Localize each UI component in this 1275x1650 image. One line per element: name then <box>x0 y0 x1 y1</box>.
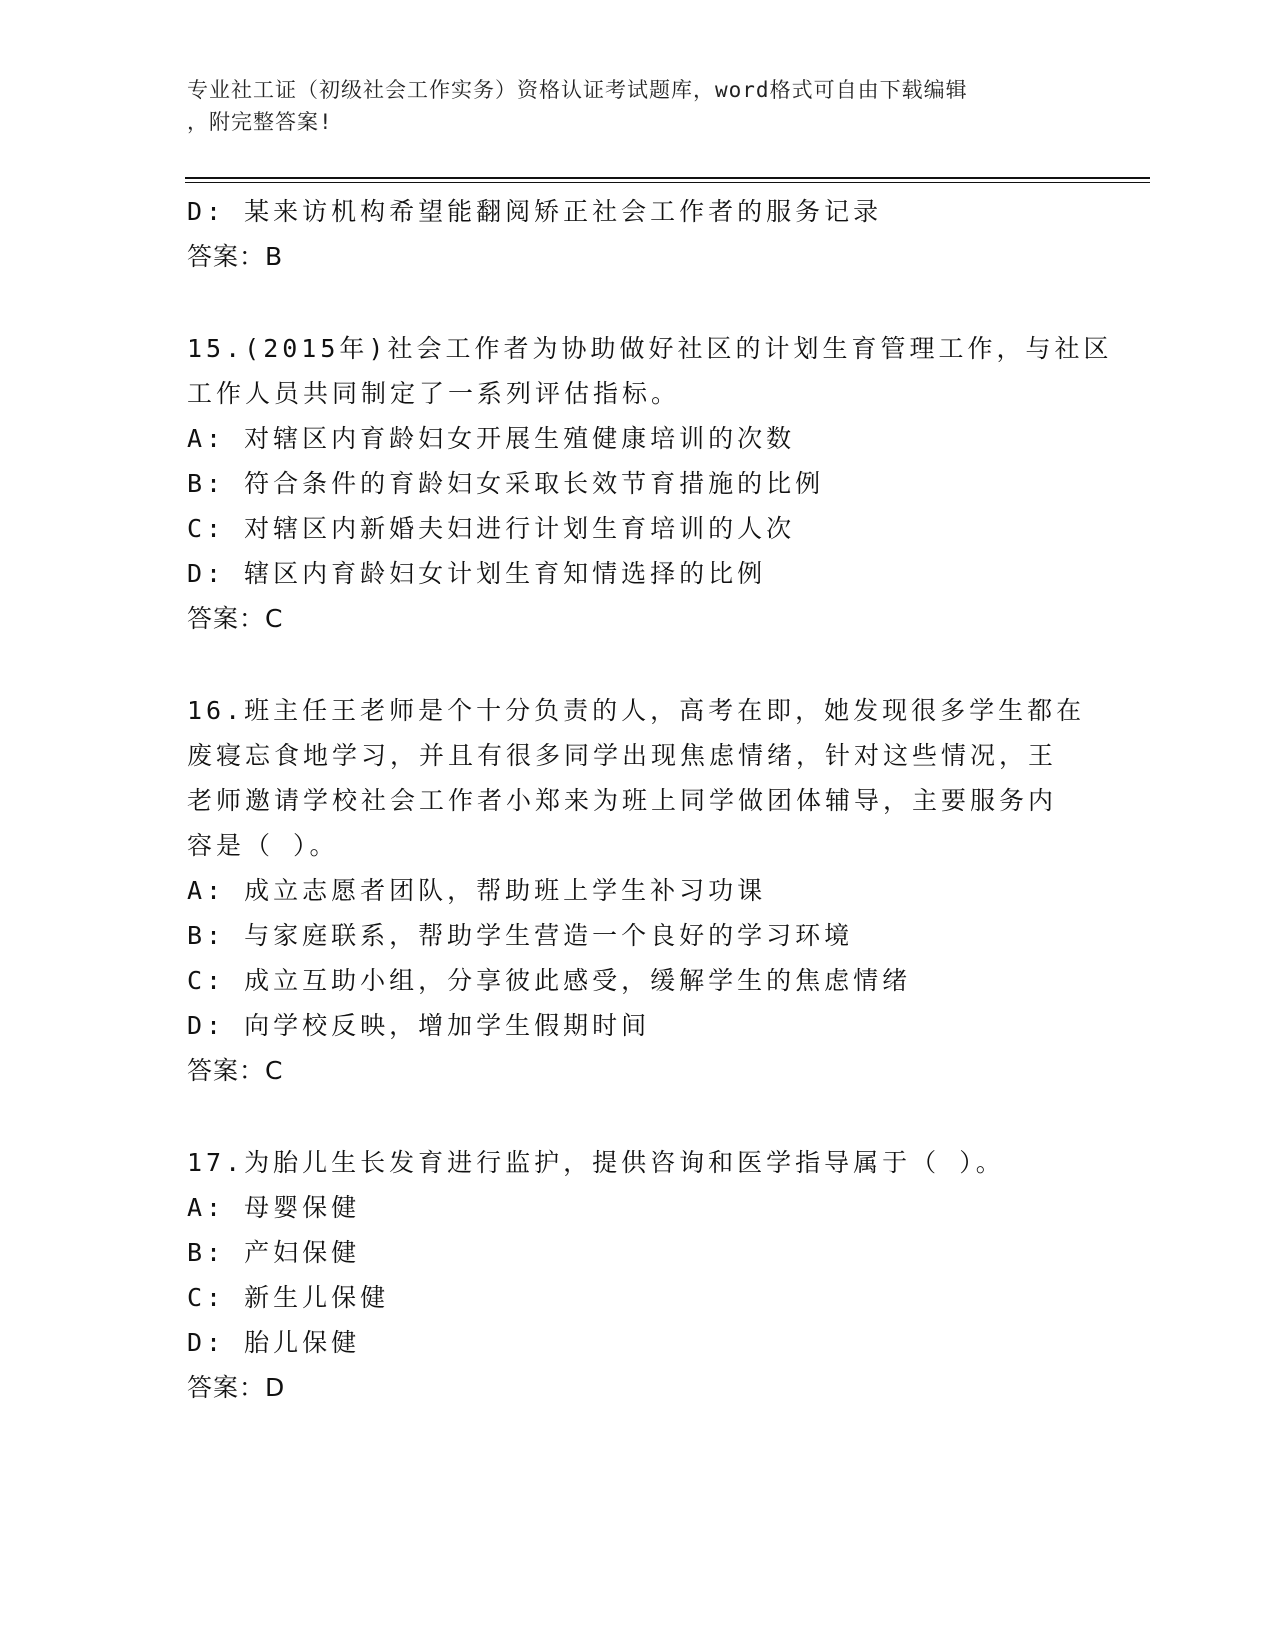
option-a: A: 母婴保健 <box>187 1193 361 1222</box>
question-16 <box>187 688 1087 1093</box>
header-title-line-2: ，附完整答案! <box>187 110 333 134</box>
question-spacer <box>187 279 1087 326</box>
question-15 <box>187 326 1113 641</box>
answer-line: 答案：C <box>187 1056 284 1085</box>
answer-line: 答案：B <box>187 242 284 271</box>
question-stem-line: 容是（ ）。 <box>187 831 339 860</box>
option-a: A: 对辖区内育龄妇女开展生殖健康培训的次数 <box>187 424 796 453</box>
option-c: C: 成立互助小组，分享彼此感受，缓解学生的焦虑情绪 <box>187 966 912 995</box>
option-a: A: 成立志愿者团队，帮助班上学生补习功课 <box>187 876 767 905</box>
page-header <box>187 74 1067 138</box>
answer-line: 答案：D <box>187 1373 286 1402</box>
header-divider-thick <box>185 177 1150 179</box>
option-b: B: 产妇保健 <box>187 1238 361 1267</box>
option-d: D: 向学校反映，增加学生假期时间 <box>187 1011 651 1040</box>
question-17 <box>187 1140 1087 1410</box>
option-b: B: 符合条件的育龄妇女采取长效节育措施的比例 <box>187 469 825 498</box>
option-d: D: 某来访机构希望能翻阅矫正社会工作者的服务记录 <box>187 197 883 226</box>
option-b: B: 与家庭联系，帮助学生营造一个良好的学习环境 <box>187 921 854 950</box>
previous-question-tail <box>187 189 1087 279</box>
option-d: D: 胎儿保健 <box>187 1328 361 1357</box>
question-spacer <box>187 1093 1087 1140</box>
option-c: C: 新生儿保健 <box>187 1283 390 1312</box>
question-stem-line: 老师邀请学校社会工作者小郑来为班上同学做团体辅导，主要服务内 <box>187 786 1058 815</box>
question-spacer <box>187 641 1087 688</box>
question-stem-line: 16.班主任王老师是个十分负责的人，高考在即，她发现很多学生都在 <box>187 696 1086 725</box>
question-stem-line: 15.(2015年)社会工作者为协助做好社区的计划生育管理工作，与社区 <box>187 334 1113 363</box>
question-stem-line: 工作人员共同制定了一系列评估指标。 <box>187 379 681 408</box>
option-c: C: 对辖区内新婚夫妇进行计划生育培训的人次 <box>187 514 796 543</box>
header-divider-thin <box>185 182 1150 183</box>
question-stem-line: 17.为胎儿生长发育进行监护，提供咨询和医学指导属于（ ）。 <box>187 1148 1005 1177</box>
answer-line: 答案：C <box>187 604 284 633</box>
question-stem-line: 废寝忘食地学习，并且有很多同学出现焦虑情绪，针对这些情况，王 <box>187 741 1058 770</box>
question-list <box>187 189 1113 1410</box>
header-title-line-1: 专业社工证（初级社会工作实务）资格认证考试题库，word格式可自由下载编辑 <box>187 78 968 102</box>
option-d: D: 辖区内育龄妇女计划生育知情选择的比例 <box>187 559 767 588</box>
